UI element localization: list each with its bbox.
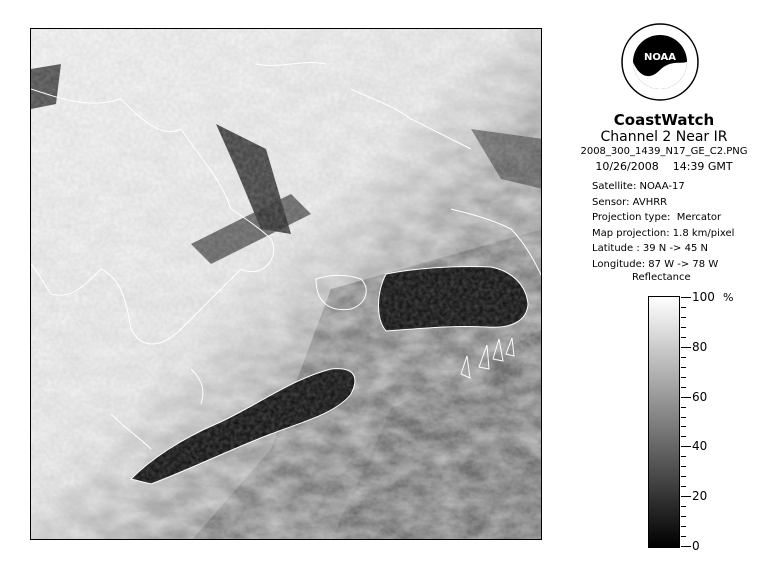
colorbar-minor-tick (681, 506, 686, 507)
colorbar-tick (681, 446, 691, 447)
colorbar-tick (681, 496, 691, 497)
colorbar-minor-tick (681, 476, 686, 477)
colorbar-tick-label: 20 (692, 489, 708, 504)
colorbar-minor-tick (681, 337, 686, 338)
colorbar-minor-tick (681, 536, 686, 537)
colorbar-tick-label: 60 (692, 389, 708, 404)
colorbar-tick-label: 100 (692, 290, 715, 304)
colorbar-tick (681, 297, 691, 298)
colorbar-tick-label: 0 (692, 539, 700, 553)
colorbar-tick (681, 347, 691, 348)
colorbar-minor-tick (681, 367, 686, 368)
channel-subtitle: Channel 2 Near IR (600, 129, 728, 145)
date-time: 10/26/2008 14:39 GMT (595, 160, 733, 173)
colorbar-minor-tick (681, 407, 686, 408)
colorbar (648, 296, 680, 548)
colorbar-minor-tick (681, 327, 686, 328)
colorbar-tick-label: 40 (692, 439, 708, 454)
colorbar-minor-tick (681, 436, 686, 437)
colorbar-minor-tick (681, 417, 686, 418)
colorbar-minor-tick (681, 456, 686, 457)
projection-type-label: Projection type: Mercator (592, 212, 722, 223)
colorbar-tick-label: 80 (692, 339, 708, 354)
colorbar-minor-tick (681, 466, 686, 467)
satellite-image (31, 29, 542, 540)
colorbar-minor-tick (681, 486, 686, 487)
colorbar-tick (681, 397, 691, 398)
colorbar-minor-tick (681, 307, 686, 308)
colorbar-minor-tick (681, 377, 686, 378)
svg-text:NOAA: NOAA (643, 52, 677, 63)
colorbar-minor-tick (681, 387, 686, 388)
page-title: CoastWatch (613, 111, 715, 129)
satellite-map (30, 28, 542, 540)
colorbar-title: Reflectance (632, 272, 691, 283)
satellite-label: Satellite: NOAA-17 (592, 181, 685, 192)
map-projection-label: Map projection: 1.8 km/pixel (592, 227, 735, 239)
noaa-logo-icon (620, 18, 700, 108)
colorbar-minor-tick (681, 357, 686, 358)
latitude-label: Latitude : 39 N -> 45 N (592, 243, 708, 254)
colorbar-minor-tick (681, 317, 686, 318)
colorbar-minor-tick (681, 526, 686, 527)
sensor-label: Sensor: AVHRR (592, 196, 668, 208)
file-name: 2008_300_1439_N17_GE_C2.PNG (580, 146, 748, 157)
colorbar-tick (681, 546, 691, 547)
colorbar-unit: % (723, 291, 734, 304)
metadata-list (556, 179, 772, 272)
info-panel (556, 112, 772, 272)
longitude-label: Longitude: 87 W -> 78 W (592, 258, 719, 270)
colorbar-minor-tick (681, 426, 686, 427)
colorbar-minor-tick (681, 516, 686, 517)
